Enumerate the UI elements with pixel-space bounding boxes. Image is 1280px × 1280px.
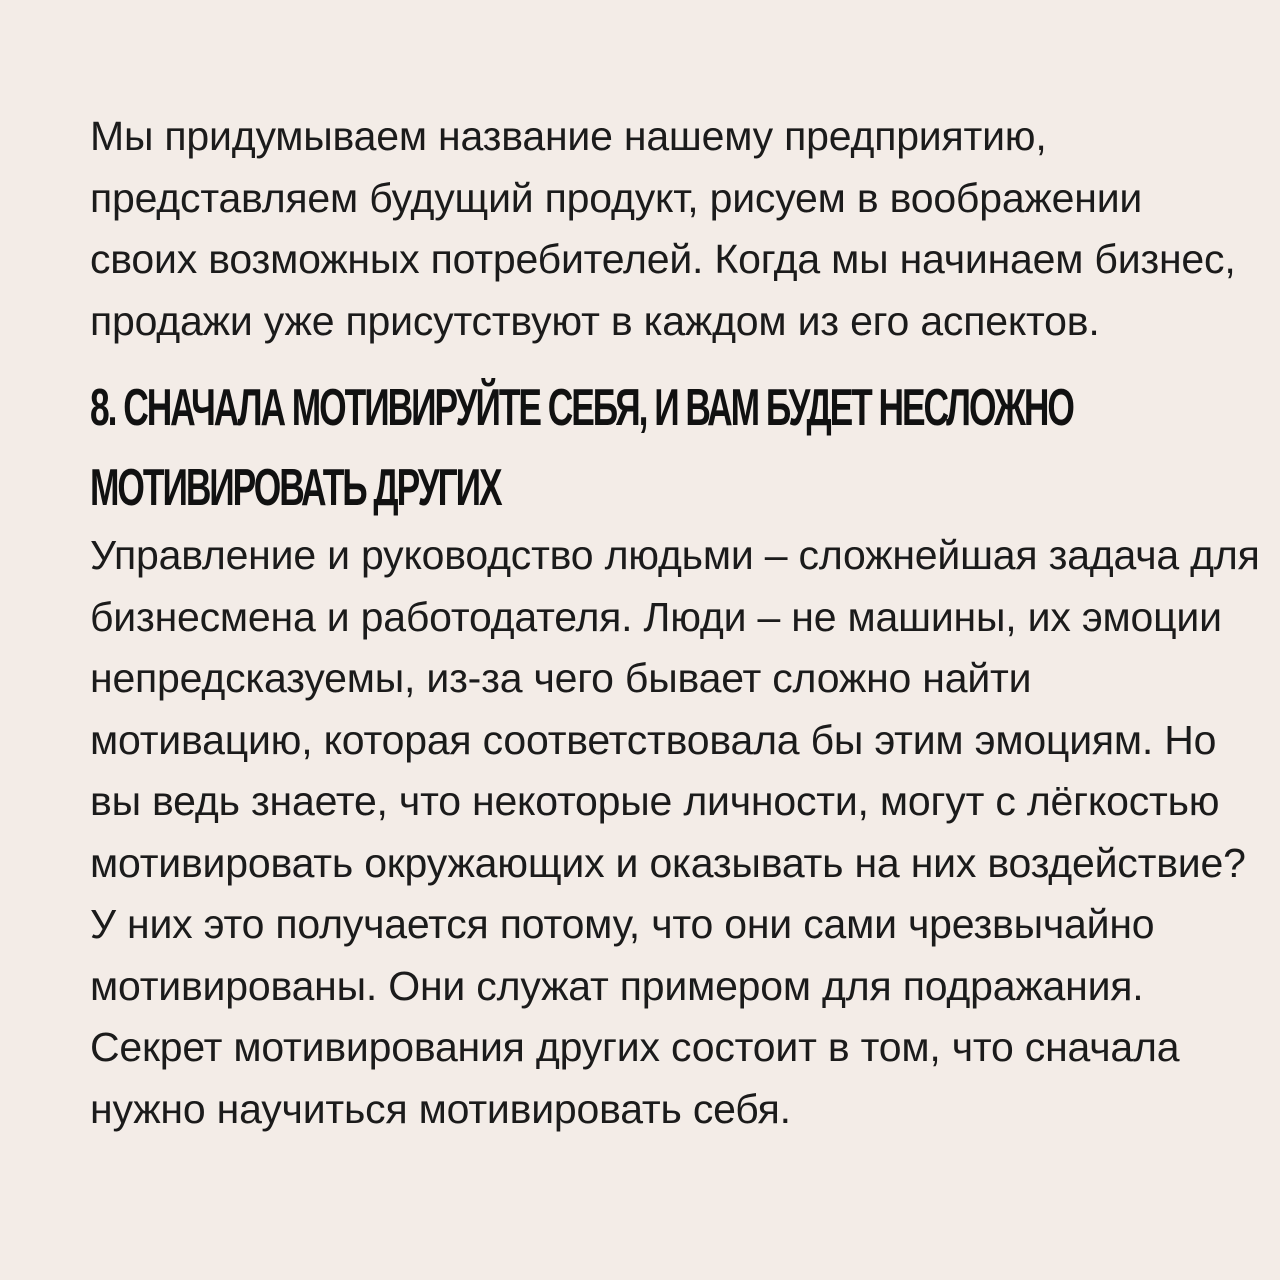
article-content bbox=[90, 106, 1260, 1140]
section-body-paragraph: Управление и руководство людьми – сложнейшая задача для бизнесмена и работодателя. Люди – не машины, их эмоции непредсказуемы, из-за чего бывает сложно найти мотивацию, которая соответствовала бы этим эмоциям. Но вы ведь знаете, что некоторые личности, могут с лёгкостью мотивировать окружающих и оказывать на них воздействие? У них это получается потому, что они сами чрезвычайно мотивированы. Они служат примером для подражания. Секрет мотивирования других состоит в том, что сначала нужно научиться мотивировать себя. bbox=[90, 532, 1260, 1132]
section-heading-container bbox=[90, 368, 1260, 528]
intro-paragraph: Мы придумываем название нашему предприятию, представляем будущий продукт, рисуем в воображении своих возможных потребителей. Когда мы начинаем бизнес, продажи уже присутствуют в каждом из его аспектов. bbox=[90, 113, 1236, 344]
section-heading: 8. СНАЧАЛА МОТИВИРУЙТЕ СЕБЯ, И ВАМ БУДЕТ НЕСЛОЖНО МОТИВИРОВАТЬ ДРУГИХ bbox=[90, 379, 1073, 517]
